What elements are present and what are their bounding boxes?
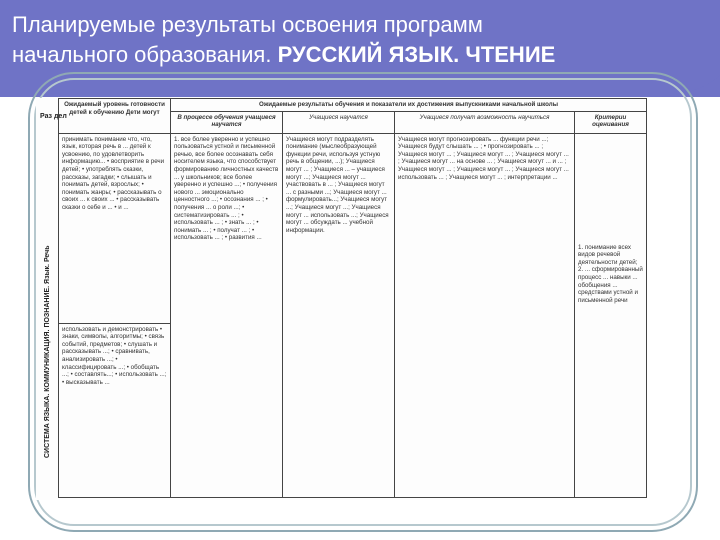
results-table (58, 98, 647, 498)
cell-readiness-bottom: использовать и демонстрировать • знаки, символы, алгоритмы; • связь событий, предметов; • слушать и рассказывать ...; • сравнивать, анализировать ...; • классифицировать ...; • обобщать ...; • составлять...; • использовать ...; • высказывать ... (59, 323, 171, 497)
title-line-2-bold: РУССКИЙ ЯЗЫК. ЧТЕНИЕ (277, 42, 556, 67)
vertical-section-label: СИСТЕМА ЯЗЫКА. КОММУНИКАЦИЯ. ПОЗНАНИЕ. Язык. Речь (44, 245, 51, 458)
razdel-label: Раз дел (40, 113, 67, 120)
header-col-will-learn: Учащиеся научатся (283, 111, 395, 133)
title-line-2 (12, 40, 652, 70)
document-scan (36, 98, 646, 500)
header-col-readiness: Ожидаемый уровень готовности детей к обучению Дети могут (59, 99, 171, 134)
header-col-opportunity: Учащиеся получат возможность научиться (395, 111, 575, 133)
cell-criteria: 1. понимание всех видов речевой деятельности детей; 2. ... сформированный процесс ... навыки ... обобщения ... средствами устной и письменной речи (575, 133, 647, 497)
header-col-learning: В процессе обучения учащиеся научатся (171, 111, 283, 133)
title-line-1: Планируемые результаты освоения программ (12, 12, 483, 37)
header-group-results: Ожидаемые результаты обучения и показатели их достижения выпускниками начальной школы (171, 99, 647, 112)
title-line-2-regular: начального образования. (12, 42, 278, 67)
slide-title (12, 10, 652, 70)
cell-learning: 1. все более уверенно и успешно пользоваться устной и письменной речью, все более осознавать себя носителем языка, что способствует формированию личностных качеств ... у школьников; все более уверенно и успешно ...; • получения нового ... эмоционально ценностного ...; • осознания ... ; • получения ... о роли ...; • систематизировать ... ; • использовать ... ; • знать ... ; • понимать ... ; • получат ... ; • использовать ... ; • развития ... (171, 133, 283, 497)
cell-opportunity: Учащиеся могут прогнозировать ... функции речи ...; Учащиеся будут слышать ... ; • прогнозировать ... ; Учащиеся могут ... ; Учащиеся могут ... ; Учащиеся могут ... ; Учащиеся могут ... на основе ... ; Учащиеся могут ... и ... ; Учащиеся могут ... ; Учащиеся могут ... ; Учащиеся могут ... использовать ... ; Учащиеся могут ... ; интерпретации ... (395, 133, 575, 497)
cell-will-learn: Учащиеся могут подразделять понимание (мыслеобразующей функции речи, используя устную речь в общении, ...); Учащиеся могут ... ; Учащиеся ... – учащиеся могут ...; Учащиеся могут ... участвовать в ... ; Учащиеся могут ... с разными ...; Учащиеся могут ... формулировать...; Учащиеся могут ...; Учащиеся могут ...; Учащиеся могут ... использовать ...; Учащиеся могут ... обсуждать ... учебной информации. (283, 133, 395, 497)
header-col-criteria: Критерии оценивания (575, 111, 647, 133)
cell-readiness-top: принимать понимание что, что, язык, которая речь в ... детей к усвоению, по удовлетворить информацию... • восприятие в речи детей; • употреблять сказки, рассказы, загадки; • слышать и понимать детей, взрослых; • понимать жанры; • рассказывать о своих ... к своих ... • рассказывать сказки о себе и ... • и ... (59, 133, 171, 323)
